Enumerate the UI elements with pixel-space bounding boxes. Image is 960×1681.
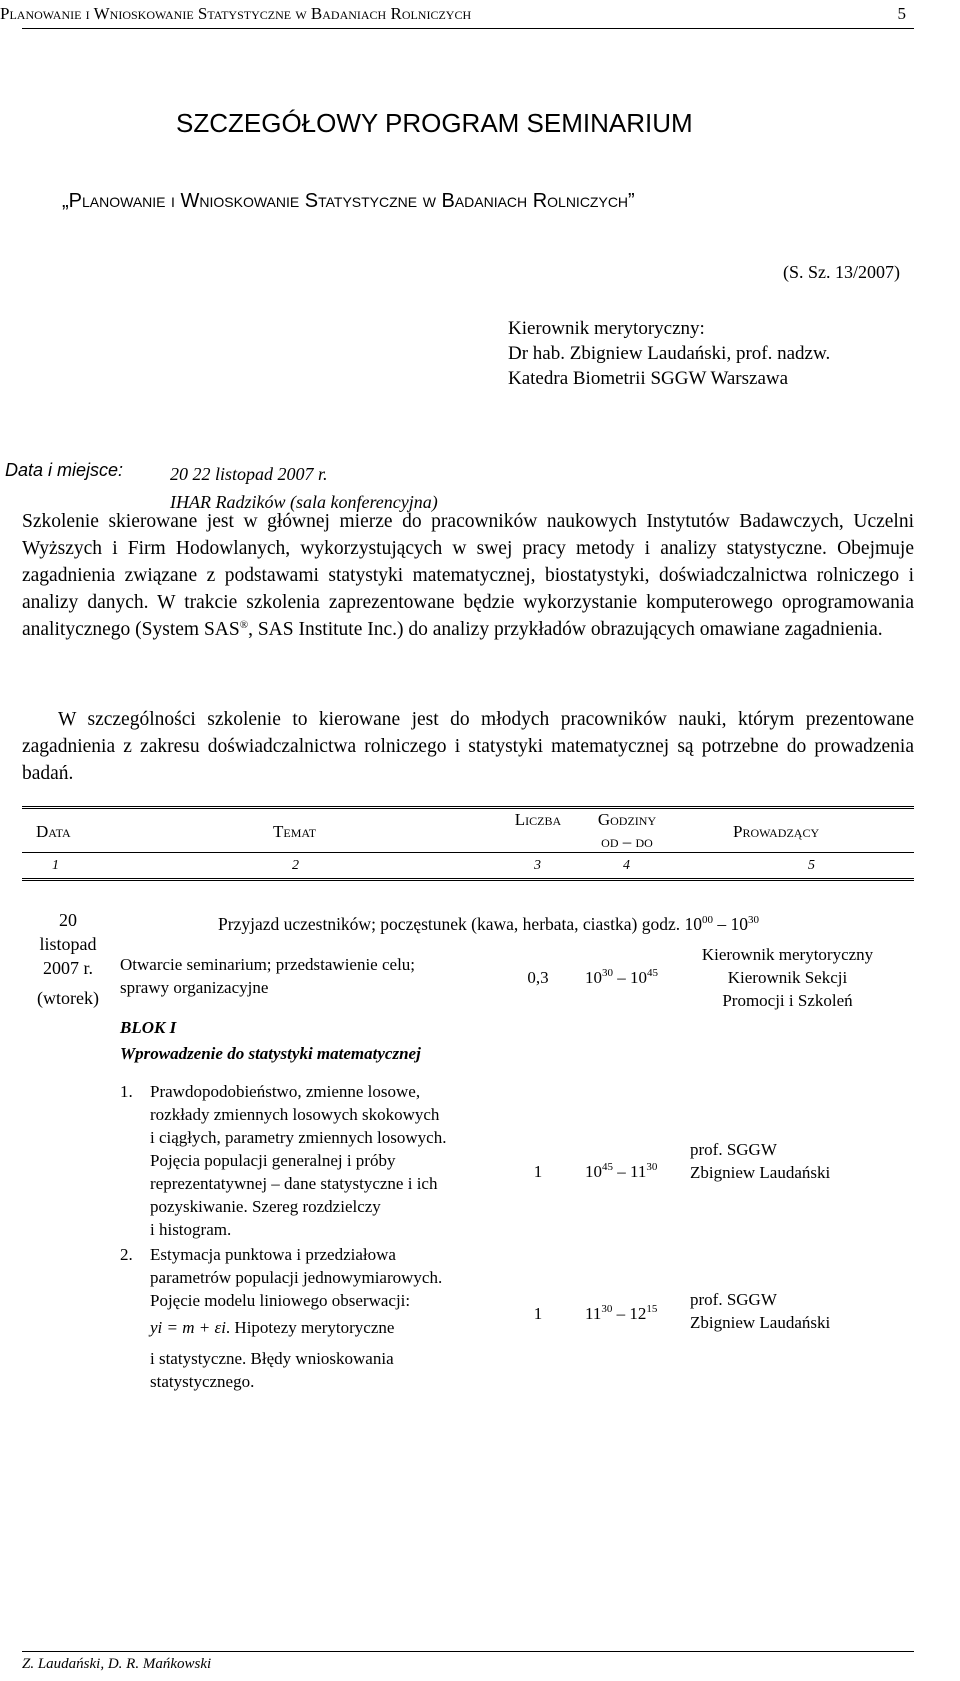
table-header-rule: [22, 852, 914, 853]
opening-time-b: – 10: [613, 968, 647, 987]
topic-2-time-a-min: 30: [601, 1303, 613, 1315]
topic-1-time-a: 10: [585, 1162, 602, 1181]
topic-2-time-b-min: 15: [646, 1303, 658, 1315]
topic-2-hours: 1: [533, 1304, 543, 1323]
col-number-2: 2: [292, 858, 299, 873]
date-cell: [22, 908, 114, 1010]
topic-1-line: i histogram.: [150, 1220, 232, 1239]
opening-lecturer: [690, 943, 885, 1012]
topic-1-line: reprezentatywnej – dane statystyczne i ich: [150, 1174, 438, 1193]
footer-authors: Z. Laudański, D. R. Mańkowski: [22, 1656, 212, 1672]
registered-mark: ®: [239, 619, 249, 631]
running-head-title: Planowanie i Wnioskowanie Statystyczne w Badaniach Rolniczych: [0, 4, 472, 23]
opening-lecturer-line2: Kierownik Sekcji: [727, 968, 848, 987]
topic-2-line: i statystyczne. Błędy wnioskowania: [150, 1349, 394, 1368]
seminar-subtitle: „Planowanie i Wnioskowanie Statystyczne w Badaniach Rolniczych”: [62, 190, 635, 212]
topic-1-line: rozkłady zmiennych losowych skokowych: [150, 1105, 440, 1124]
topic-1-line: Pojęcia populacji generalnej i próby: [150, 1151, 396, 1170]
intro-text: Szkolenie skierowane jest w głównej mierze do pracowników naukowych Instytutów Badawczych, Uczelni Wyższych i Firm Hodowlanych, wykorzystujących w swej pracy metody i analizy statystyczne. Obejmuje zagadnienia związane z podstawami statystyki matematycznej, biostatystyki, doświadczalnictwa rolniczego i analizy danych. W trakcie szkolenia zaprezentowane będzie wykorzystanie komputerowego oprogramowania analitycznego (System SAS: [22, 511, 914, 640]
manager-department: Katedra Biometrii SGGW Warszawa: [508, 368, 789, 389]
block-title: Wprowadzenie do statystyki matematycznej: [120, 1044, 421, 1063]
opening-time-a-min: 30: [602, 967, 613, 979]
opening-lecturer-line1: Kierownik merytoryczny: [701, 945, 874, 964]
opening-topic-line2: sprawy organizacyjne: [120, 978, 269, 997]
manager-label: Kierownik merytoryczny:: [508, 318, 705, 339]
running-head: [0, 4, 906, 24]
topic-2-lecturer-title: prof. SGGW: [690, 1290, 777, 1309]
topic-2-line: statystycznego.: [150, 1372, 255, 1391]
intro-paragraph: [22, 508, 914, 643]
topic-2-line: parametrów populacji jednowymiarowych.: [150, 1268, 443, 1287]
col-header-temat: Temat: [273, 822, 317, 841]
opening-hours: 0,3: [527, 968, 549, 987]
table-top-rule: [22, 806, 914, 812]
topic-2-lecturer-name: Zbigniew Laudański: [690, 1313, 831, 1332]
date-year: 2007 r.: [42, 958, 93, 978]
footer-rule: [22, 1651, 914, 1652]
col-header-godziny: Godziny: [597, 810, 657, 829]
table-number-rule: [22, 878, 914, 884]
topic-1-time-a-min: 45: [602, 1161, 613, 1173]
topic-1-hours: 1: [533, 1162, 543, 1181]
date-day: 20: [59, 910, 77, 930]
col-header-prowadzacy: Prowadzący: [733, 822, 820, 841]
date-month: listopad: [39, 934, 97, 954]
header-rule: [22, 28, 914, 29]
arrival-time-end: 30: [747, 914, 759, 926]
reference-number: (S. Sz. 13/2007): [783, 262, 900, 282]
target-paragraph: W szczególności szkolenie to kierowane jest do młodych pracowników nauki, którym prezentowane zagadnienia z zakresu doświadczalnictwa rolniczego i statystyki matematycznej są potrzebne do prowadzenia badań.: [22, 709, 914, 784]
col-header-data: Data: [36, 822, 71, 841]
seminar-date: 20 22 listopad 2007 r.: [170, 464, 328, 484]
topic-2-formula-after: . Hipotezy merytoryczne: [225, 1318, 395, 1337]
topic-2-number: 2.: [120, 1245, 133, 1264]
arrival-time-start: 00: [701, 914, 713, 926]
manager-block: [508, 316, 830, 391]
topic-2-time-b: – 12: [612, 1304, 647, 1323]
topic-2-lecturer: [690, 1288, 830, 1334]
topic-1-lecturer: [690, 1138, 830, 1184]
topic-2-formula-line: [150, 1316, 442, 1339]
topic-1-line: Prawdopodobieństwo, zmienne losowe,: [150, 1082, 421, 1101]
seminar-location: IHAR Radzików (sala konferencyjna): [170, 492, 438, 512]
block-label: BLOK I: [120, 1018, 177, 1037]
topic-2-time: [585, 1302, 657, 1325]
model-formula: yi = m + εi: [150, 1318, 226, 1337]
topic-1-lecturer-name: Zbigniew Laudański: [690, 1163, 831, 1182]
manager-name: Dr hab. Zbigniew Laudański, prof. nadzw.: [508, 343, 831, 364]
arrival-text: Przyjazd uczestników; poczęstunek (kawa, herbata, ciastka) godz. 10: [218, 914, 702, 934]
opening-time-a: 10: [585, 968, 602, 987]
opening-lecturer-line3: Promocji i Szkoleń: [722, 991, 853, 1010]
arrival-sep: – 10: [712, 914, 748, 934]
topic-1-time: [585, 1160, 657, 1183]
col-number-4: 4: [623, 858, 630, 873]
topic-2: [150, 1243, 442, 1393]
topic-1-lecturer-title: prof. SGGW: [690, 1140, 777, 1159]
topic-1-line: pozyskiwanie. Szereg rozdzielczy: [150, 1197, 381, 1216]
opening-topic-line1: Otwarcie seminarium; przedstawienie celu;: [120, 955, 416, 974]
col-header-liczba: Liczba: [514, 810, 562, 829]
opening-time-b-min: 45: [647, 967, 658, 979]
arrival-row: [218, 913, 759, 936]
page-number: 5: [897, 4, 906, 23]
date-weekday: (wtorek): [37, 988, 99, 1008]
topic-1-number: 1.: [120, 1082, 133, 1101]
topic-1-line: i ciągłych, parametry zmiennych losowych.: [150, 1128, 447, 1147]
page-title: SZCZEGÓŁOWY PROGRAM SEMINARIUM: [176, 108, 693, 138]
col-header-od-do: od – do: [601, 832, 653, 851]
topic-2-line: Estymacja punktowa i przedziałowa: [150, 1245, 396, 1264]
topic-1-time-b: – 11: [613, 1162, 647, 1181]
intro-text-end: , SAS Institute Inc.) do analizy przykładów obrazujących omawiane zagadnienia.: [248, 619, 883, 640]
date-place-label: Data i miejsce:: [5, 460, 124, 480]
opening-time: [585, 966, 658, 989]
topic-1: [150, 1080, 446, 1241]
opening-topic: [120, 953, 415, 999]
topic-1-time-b-min: 30: [646, 1161, 658, 1173]
col-number-1: 1: [52, 858, 59, 873]
col-number-5: 5: [808, 858, 815, 873]
col-number-3: 3: [534, 858, 541, 873]
topic-2-line: Pojęcie modelu liniowego obserwacji:: [150, 1291, 411, 1310]
topic-2-time-a: 11: [585, 1304, 602, 1323]
